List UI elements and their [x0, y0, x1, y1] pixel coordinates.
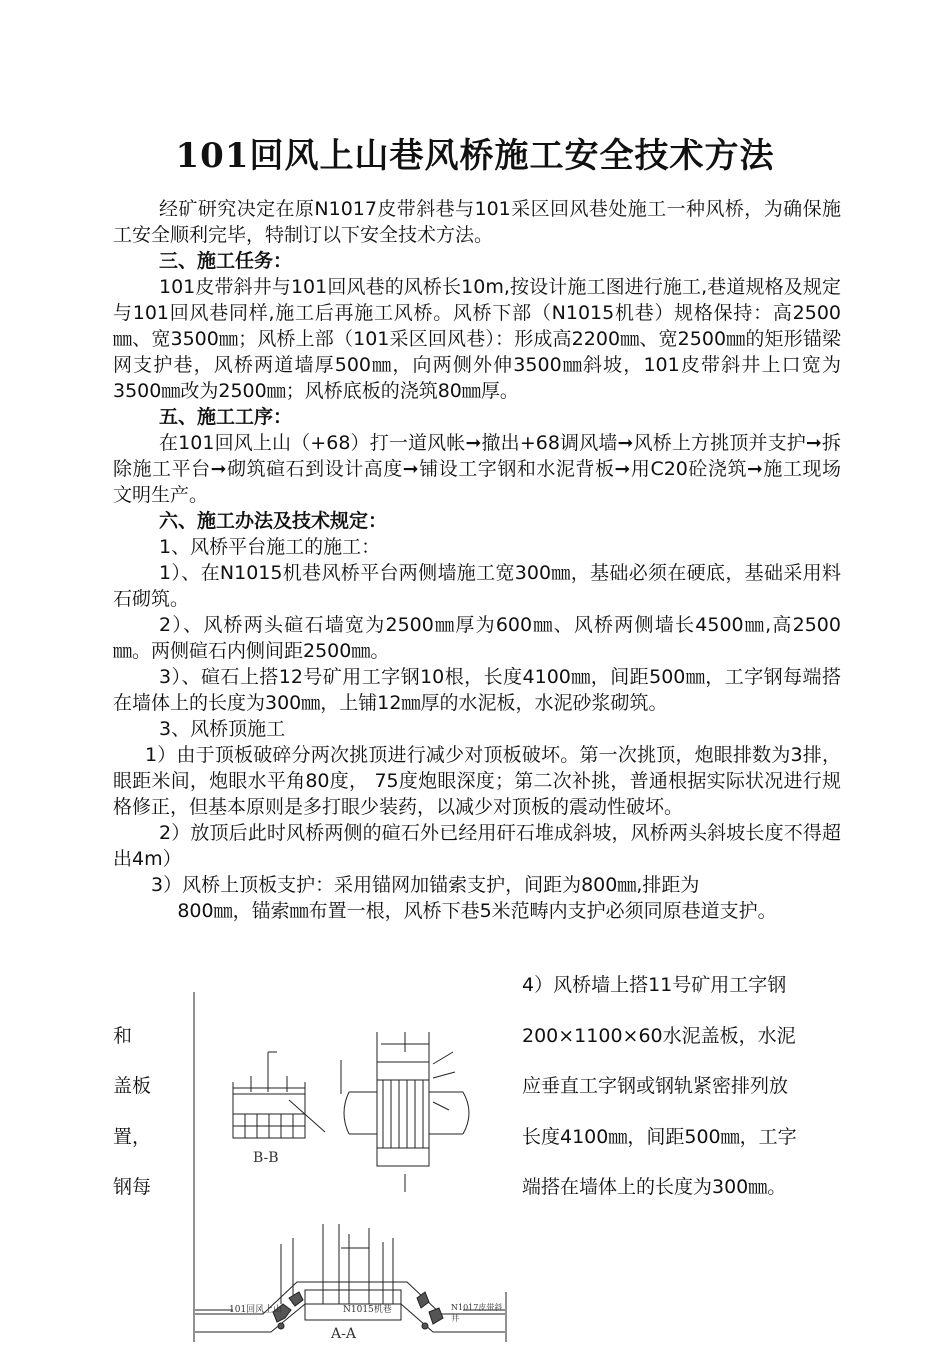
label-n1017-belt-incline: N1017皮带斜井	[451, 1303, 503, 1323]
wrap-left-line-4: 钢每	[113, 1176, 152, 1198]
wrap-right-line-1: 4）风桥墙上搭11号矿用工字钢	[522, 974, 787, 996]
label-aa: A-A	[331, 1326, 356, 1342]
section-bb	[233, 1052, 325, 1138]
document-body	[113, 196, 841, 924]
wrap-right-line-4: 长度4100㎜，间距500㎜，工字	[522, 1126, 797, 1148]
section-3-item-1: 1）由于顶板破碎分两次挑顶进行减少对顶板破坏。第一次挑顶，炮眼排数为3排，眼距米间，炮眼水平角80度， 75度炮眼深度；第二次补挑，普通根据实际状况进行规格修正，但基本原则是多打眼少装药，以减少对顶板的震动性破坏。	[113, 744, 841, 818]
wrap-left-line-1: 和	[113, 1025, 133, 1047]
page-title: 101回风上山巷风桥施工安全技术方法	[175, 136, 775, 176]
section-1-heading: 1、风桥平台施工的施工：	[159, 536, 381, 558]
section-1-item-2: 2）、风桥两头碹石墙宽为2500㎜厚为600㎜、风桥两侧墙长4500㎜,高2500㎜。两侧碹石内侧间距2500㎜。	[113, 614, 841, 662]
section-3-item-2: 2）放顶后此时风桥两侧的碹石外已经用矸石堆成斜坡，风桥两头斜坡长度不得超出4m）	[113, 822, 841, 870]
section-1-item-3: 3）、碹石上搭12号矿用工字钢10根，长度4100㎜，间距500㎜，工字钢每端搭在墙体上的长度为300㎜，上铺12㎜厚的水泥板，水泥砂浆砌筑。	[113, 666, 841, 714]
task-paragraph: 101皮带斜井与101回风巷的风桥长10m,按设计施工图进行施工,巷道规格及规定与101回风巷同样,施工后再施工风桥。风桥下部（N1015机巷）规格保持：高2500㎜、宽3500㎜；风桥上部（101采区回风巷）：形成高2200㎜、宽2500㎜的矩形锚梁网支护巷，风桥两道墙厚500㎜，向两侧外伸3500㎜斜坡，101皮带斜井上口宽为3500㎜改为2500㎜；风桥底板的浇筑80㎜厚。	[113, 276, 841, 402]
label-n1015-roadway: N1015机巷	[343, 1305, 392, 1315]
section-3-item-3a: 3）风桥上顶板支护：采用锚网加锚索支护，间距为800㎜,排距为	[151, 874, 700, 896]
intro-paragraph: 经矿研究决定在原N1017皮带斜巷与101采区回风巷处施工一种风桥，为确保施工安全顺利完毕，特制订以下安全技术方法。	[113, 198, 841, 246]
heading-task: 三、施工任务：	[159, 250, 293, 272]
wrap-right-line-2: 200×1100×60水泥盖板，水泥	[522, 1025, 796, 1047]
label-101-return-incline: 101回风上山	[229, 1305, 283, 1315]
wrap-right-line-3: 应垂直工字钢或钢轨紧密排列放	[522, 1075, 789, 1097]
construction-drawing	[193, 992, 507, 1342]
heading-methods: 六、施工办法及技术规定：	[159, 510, 388, 532]
label-bb: B-B	[253, 1150, 279, 1166]
section-3-heading: 3、风桥顶施工	[159, 718, 286, 740]
process-paragraph: 在101回风上山（+68）打一道风帐➞撤出+68调风墙➞风桥上方挑顶并支护➞拆除施工平台➞砌筑碹石到设计高度➞铺设工字钢和水泥背板➞用C20砼浇筑➞施工现场文明生产。	[113, 432, 841, 506]
wrap-left-line-3: 置，	[113, 1126, 152, 1148]
wrap-left-line-2: 盖板	[113, 1075, 152, 1097]
section-1-item-1: 1）、在N1015机巷风桥平台两侧墙施工宽300㎜，基础必须在硬底，基础采用料石砌筑。	[113, 562, 841, 610]
heading-process: 五、施工工序：	[159, 406, 293, 428]
plan-view	[341, 1032, 469, 1192]
section-3-item-3b: 800㎜，锚索㎜布置一根，风桥下巷5米范畴内支护必须同原巷道支护。	[177, 900, 777, 922]
plan-bridge-box	[377, 1062, 429, 1166]
wrap-right-line-5: 端搭在墙体上的长度为300㎜。	[522, 1176, 787, 1198]
